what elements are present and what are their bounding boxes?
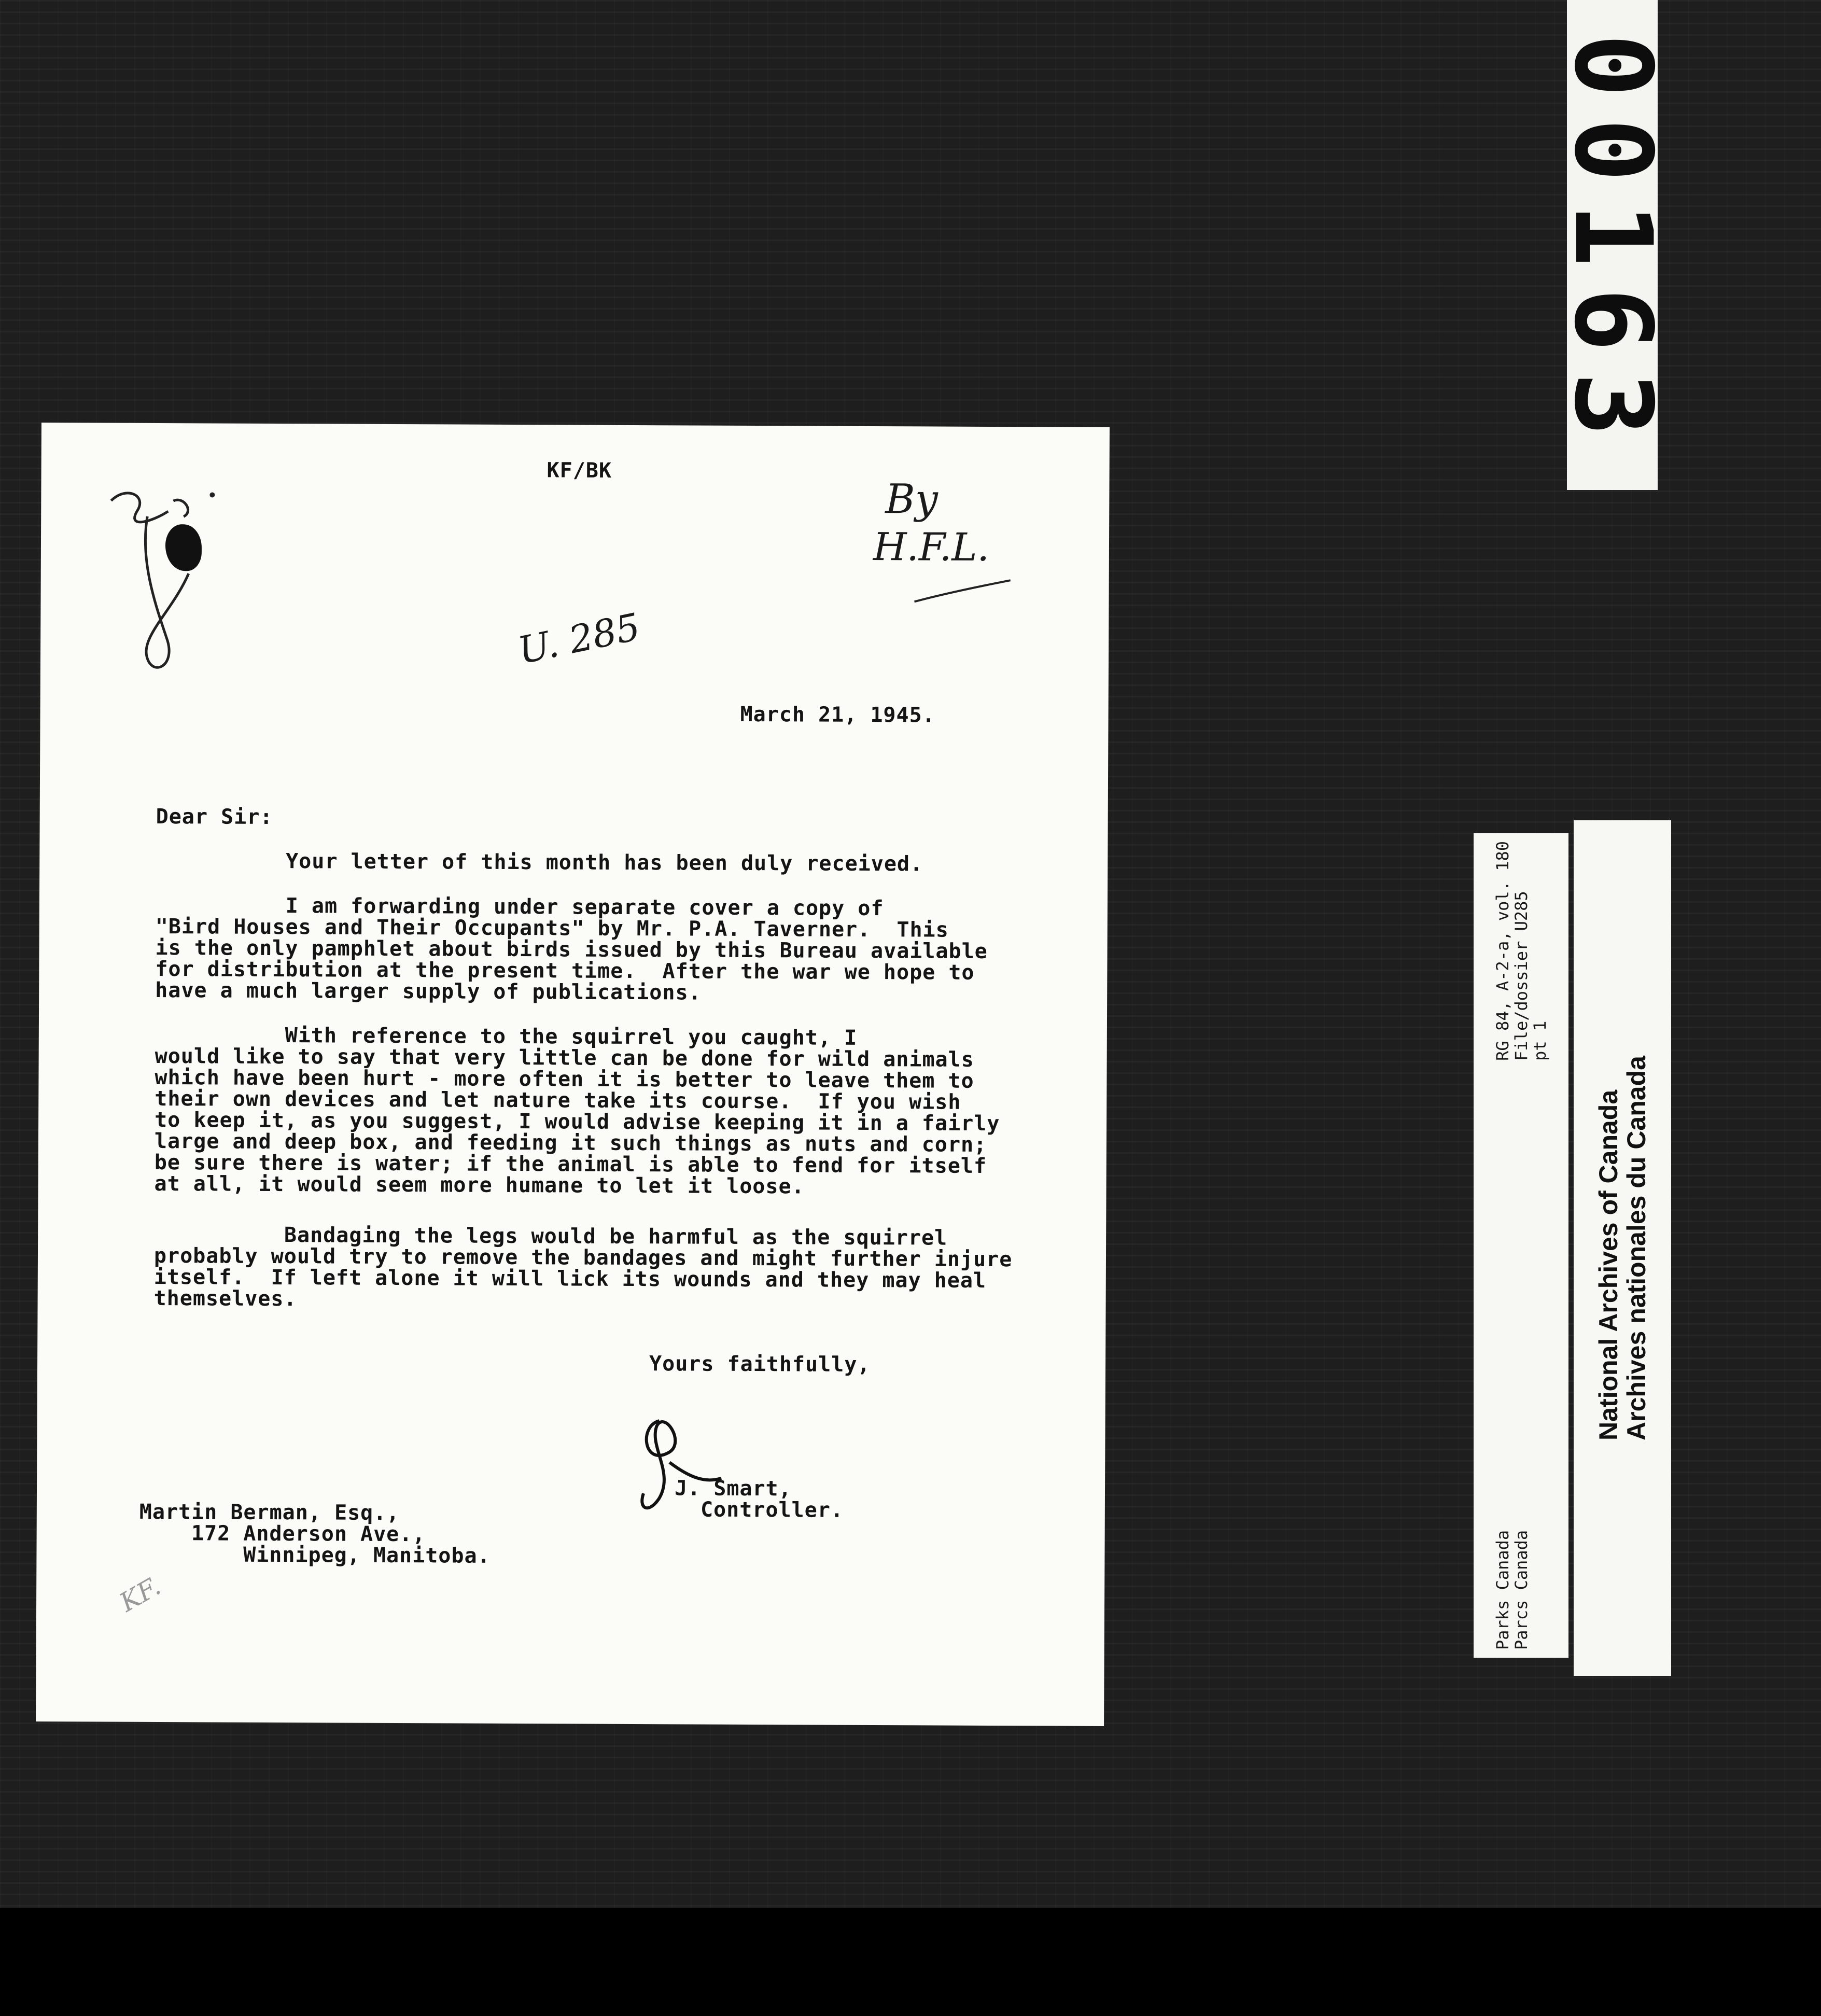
annotation-initials: H.F.L. (873, 525, 990, 570)
reference-line-3: pt 1 (1530, 1020, 1550, 1061)
handwritten-initials-scribble (90, 480, 241, 708)
initials-mark: KF. (115, 1571, 166, 1618)
archives-name-en: National Archives of Canada (1594, 1089, 1623, 1440)
paragraph-3: With reference to the squirrel you caught, I would like to say that very little can be done for wild animals which have been hurt - more often it is better to leave them to their own devices and let nature take its course. If you wish to keep it, as you suggest, I would advise keeping it in a fairly large and deep box, and feeding it such things as nuts and corn; be sure there is water; if the animal is able to fend for itself at all, it would seem more humane to let it loose. (154, 1023, 1000, 1199)
annotation-file-number: U. 285 (514, 605, 644, 673)
reference-footer-2: Parcs Canada (1511, 1530, 1531, 1650)
reference-line-2: File/dossier U285 (1511, 891, 1531, 1061)
paragraph-1: Your letter of this month has been duly received. (156, 848, 923, 876)
closing: Yours faithfully, (649, 1352, 871, 1377)
reference-line-1: RG 84, A-2-a, vol. 180 (1492, 841, 1512, 1061)
reference-code: KF/BK (547, 458, 612, 483)
letter-date: March 21, 1945. (740, 702, 935, 727)
annotation-underline (912, 576, 1015, 607)
annotation-by: By (885, 476, 938, 523)
salutation: Dear Sir: (156, 804, 273, 829)
reference-footer-1: Parks Canada (1492, 1530, 1512, 1650)
frame-number: 00163 (1550, 33, 1674, 457)
letter-page (36, 423, 1110, 1726)
recipient-address: Martin Berman, Esq., 172 Anderson Ave., Winnipeg, Manitoba. (139, 1500, 491, 1568)
national-archives-label (1574, 820, 1671, 1676)
film-bottom-band (0, 1908, 1821, 2016)
paragraph-2: I am forwarding under separate cover a copy of "Bird Houses and Their Occupants" by Mr. P.A. Taverner. This is the only pamphlet about birds issued by this Bureau available for distribution at the present time. After the war we hope to have a much larger supply of publications. (155, 893, 988, 1005)
frame-number-strip (1550, 0, 1674, 490)
signer-block: J. Smart, Controller. (674, 1476, 844, 1522)
paragraph-4: Bandaging the legs would be harmful as the squirrel probably would try to remove the bandages and might further injure itself. If left alone it will lick its wounds and they may heal themselves. (153, 1222, 1013, 1311)
archive-reference-label (1474, 833, 1568, 1658)
archives-name-fr: Archives nationales du Canada (1622, 1056, 1651, 1440)
